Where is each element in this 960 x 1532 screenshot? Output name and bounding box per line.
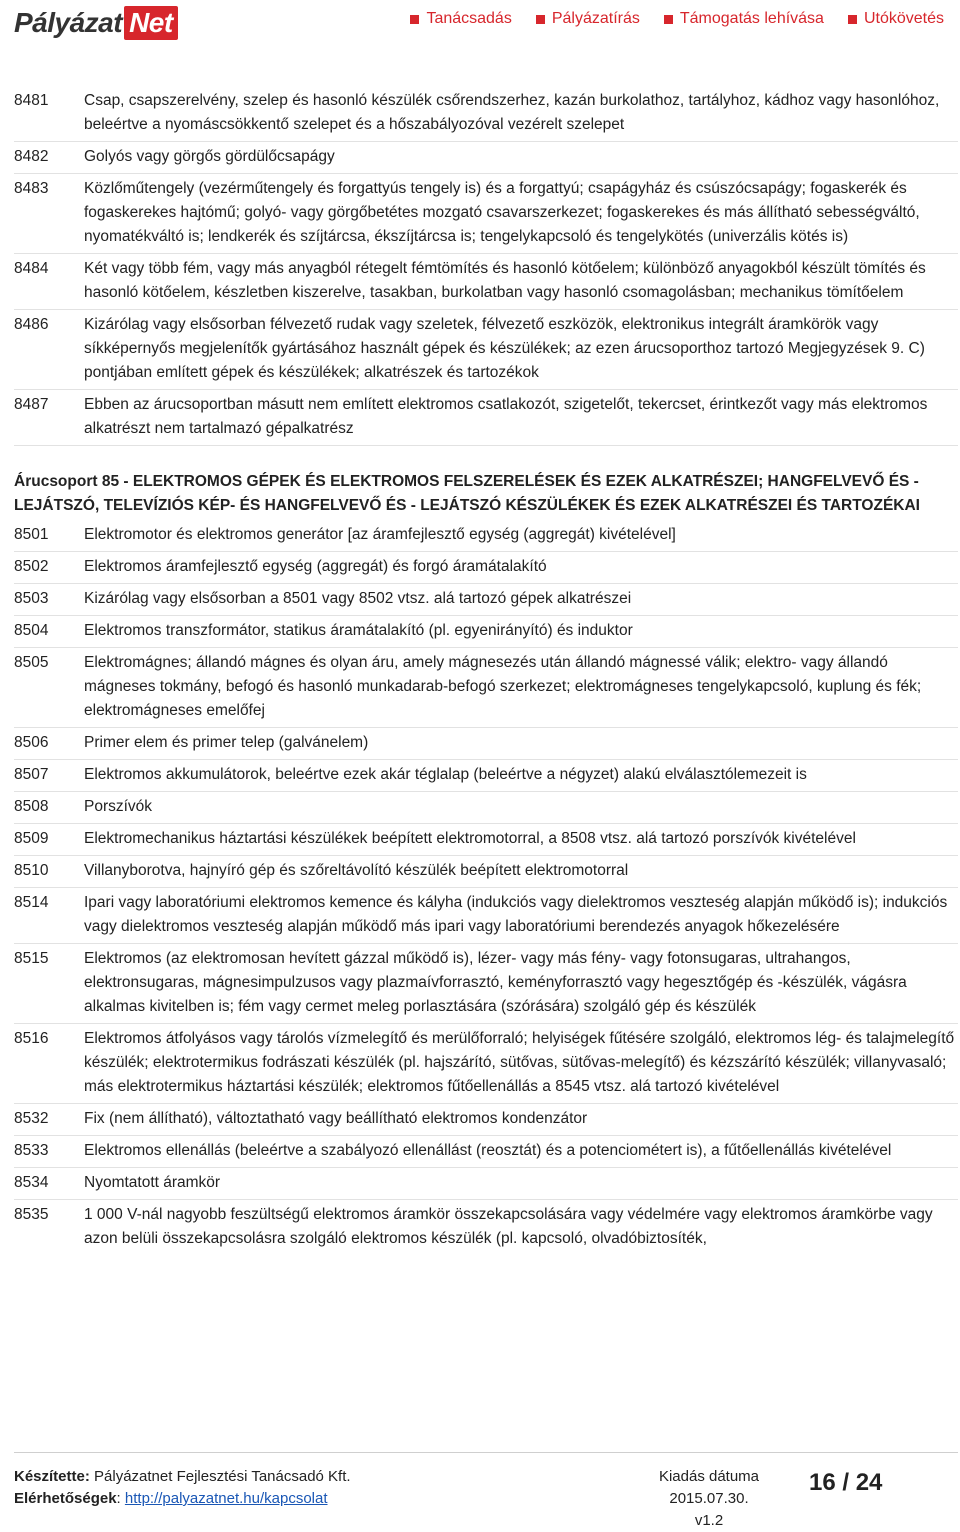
table-row	[14, 86, 958, 142]
table-85	[14, 520, 958, 1255]
footer-made-by	[14, 1466, 351, 1488]
section-title-85: Árucsoport 85 - ELEKTROMOS GÉPEK ÉS ELEKTROMOS FELSZERELÉSEK ÉS EZEK ALKATRÉSZEI; HANGFELVEVŐ ÉS - LEJÁTSZÓ, TELEVÍZIÓS KÉP- ÉS HANGFELVEVŐ ÉS - LEJÁTSZÓ KÉSZÜLÉKEK ÉS EZEK ALKATRÉSZEI ÉS TARTOZÉKAI	[14, 473, 920, 514]
hs-code: 8487	[14, 396, 49, 413]
footer-issue	[654, 1466, 764, 1532]
hs-code: 8535	[14, 1206, 49, 1223]
table-row	[14, 174, 958, 254]
hs-description: Primer elem és primer telep (galvánelem)	[84, 734, 369, 751]
hs-code: 8501	[14, 526, 49, 543]
top-bar	[0, 0, 960, 46]
hs-code: 8508	[14, 798, 49, 815]
hs-description: Elektromágnes; állandó mágnes és olyan áru, amely mágnesezés után állandó mágnessé válik; elektro- vagy állandó mágneses tokmány, befogó és hasonló munkadarab-befogó szerkezet; elektromágneses tengelykapcsoló, kuplung és fék; elektromágneses emelőfej	[84, 654, 922, 719]
made-by-label: Készítette:	[14, 1468, 90, 1485]
hs-description: Kizárólag vagy elsősorban félvezető rudak vagy szeletek, félvezető eszközök, elektronikus integrált áramkörök vagy síkképernyős megjelenítők gyártásához használt gépek és készülékek; az ezen árucsoporthoz tartozó Megjegyzések 9. C) pontjában említett gépek és készülékek; alkatrészek és tartozékok	[84, 316, 925, 381]
hs-description: Elektromos akkumulátorok, beleértve ezek akár téglalap (beleértve a négyzet) alakú elválasztólemezeit is	[84, 766, 807, 783]
hs-code: 8533	[14, 1142, 49, 1159]
document-content	[14, 86, 958, 1255]
made-by-value: Pályázatnet Fejlesztési Tanácsadó Kft.	[89, 1468, 351, 1485]
issue-value: 2015.07.30. v1.2	[669, 1490, 749, 1529]
table-row	[14, 616, 958, 648]
hs-code: 8506	[14, 734, 49, 751]
contact-link[interactable]: http://palyazatnet.hu/kapcsolat	[124, 1490, 328, 1507]
hs-description: Két vagy több fém, vagy más anyagból rétegelt fémtömítés és hasonló kötőelem; különböző anyagokból készült tömítés és hasonló kötőelem, készletben kiszerelve, tasakban, burkolatban vagy hasonló csomagolásban; mechanikus tömítőelem	[84, 260, 926, 301]
table-row	[14, 1136, 958, 1168]
hs-description: Elektromos (az elektromosan hevített gázzal működő is), lézer- vagy más fény- vagy fotonsugaras, ultrahangos, elektronsugaras, mágnesimpulzusos vagy plazmaívforrasztó, keményforrasztó vagy hegesztőgép és -készülék, vágásra alkalmas kivitelben is; fém vagy cermet meleg porlasztására (szórására) szolgáló gép és készülék	[84, 950, 907, 1015]
hs-description: Golyós vagy görgős gördülőcsapágy	[84, 148, 335, 165]
main-nav	[410, 10, 944, 28]
table-row	[14, 728, 958, 760]
contact-colon: :	[116, 1490, 125, 1507]
hs-description: Nyomtatott áramkör	[84, 1174, 221, 1191]
hs-code: 8505	[14, 654, 49, 671]
table-row	[14, 824, 958, 856]
hs-code: 8516	[14, 1030, 49, 1047]
hs-description: Elektromos ellenállás (beleértve a szabályozó ellenállást (reosztát) és a potenciométert is), a fűtőellenállás kivételével	[84, 1142, 892, 1159]
hs-description: Porszívók	[84, 798, 153, 815]
hs-description: Elektromos átfolyásos vagy tárolós vízmelegítő és merülőforraló; helyiségek fűtésére szolgáló, elektromos lég- és talajmelegítő készülék; elektrotermikus fodrászati készülék (pl. hajszárító, sütővas, sütővas-melegítő) és kézszárító készülék; villanyvasaló; más elektrotermikus háztartási készülék; elektromos fűtőellenállás a 8545 vtsz. alá tartozó kivételével	[84, 1030, 955, 1095]
hs-description: 1 000 V-nál nagyobb feszültségű elektromos áramkör összekapcsolására vagy védelmére vagy elektromos áramkörbe vagy azon belüli összekapcsolásra szolgáló elektromos készülék (pl. kapcsoló, olvadóbiztosíték,	[84, 1206, 933, 1247]
hs-description: Elektromotor és elektromos generátor [az áramfejlesztő egység (aggregát) kivételével]	[84, 526, 676, 543]
footer-divider	[14, 1452, 958, 1453]
hs-description: Ipari vagy laboratóriumi elektromos kemence és kályha (indukciós vagy dielektromos veszteség alapján működő is); indukciós vagy dielektromos veszteség alapján működő más ipari vagy laboratóriumi berendezés anyagok hőkezelésére	[84, 894, 948, 935]
logo-text-part2: Net	[124, 6, 178, 40]
table-84	[14, 86, 958, 446]
table-row	[14, 944, 958, 1024]
table-row	[14, 1168, 958, 1200]
hs-code: 8481	[14, 92, 49, 109]
issue-label: Kiadás dátuma	[658, 1468, 760, 1485]
hs-code: 8502	[14, 558, 49, 575]
hs-description: Csap, csapszerelvény, szelep és hasonló készülék csőrendszerhez, kazán burkolathoz, tartályhoz, kádhoz vagy hasonlóhoz, beleértve a nyomáscsökkentő szelepet és a hőszabályozóval vezérelt szelepet	[84, 92, 940, 133]
table-row	[14, 1200, 958, 1255]
table-row	[14, 520, 958, 552]
nav-label: Utókövetés	[863, 10, 944, 27]
table-row	[14, 1024, 958, 1104]
hs-description: Elektromos transzformátor, statikus áramátalakító (pl. egyenirányító) és induktor	[84, 622, 633, 639]
nav-item-utokovetes[interactable]	[848, 10, 944, 28]
nav-label: Pályázatírás	[551, 10, 640, 27]
hs-description: Közlőműtengely (vezérműtengely és forgattyús tengely is) és a forgattyú; csapágyház és csúszócsapágy; fogaskerék és fogaskerekes hajtómű; golyó- vagy görgőbetétes mozgató csavarszerkezet; fogaskerekes és más állítható sebességváltó, nyomatékváltó is; lendkerék és szíjtárcsa, ékszíjtárcsa is; tengelykapcsoló és tengelykötés (univerzális kötés is)	[84, 180, 920, 245]
table-row	[14, 142, 958, 174]
table-row	[14, 888, 958, 944]
hs-code: 8509	[14, 830, 49, 847]
table-row	[14, 648, 958, 728]
nav-label: Tanácsadás	[426, 10, 512, 27]
nav-item-tanacsadas[interactable]	[410, 10, 511, 28]
footer-left	[14, 1466, 351, 1510]
bullet-square-icon	[536, 15, 545, 24]
site-logo[interactable]	[14, 4, 178, 42]
hs-code: 8515	[14, 950, 49, 967]
hs-description: Kizárólag vagy elsősorban a 8501 vagy 8502 vtsz. alá tartozó gépek alkatrészei	[84, 590, 632, 607]
nav-item-tamogatas-lehivasa[interactable]	[664, 10, 824, 28]
bullet-square-icon	[664, 15, 673, 24]
hs-code: 8507	[14, 766, 49, 783]
table-row	[14, 760, 958, 792]
hs-description: Ebben az árucsoportban másutt nem említett elektromos csatlakozót, szigetelőt, tekercset, érintkezőt vagy más elektromos alkatrészt nem tartalmazó gépalkatrész	[84, 396, 928, 437]
hs-code: 8483	[14, 180, 49, 197]
footer-contact	[14, 1488, 351, 1510]
hs-description: Elektromos áramfejlesztő egység (aggregát) és forgó áramátalakító	[84, 558, 547, 575]
hs-code: 8514	[14, 894, 49, 911]
page-number: 16 / 24	[809, 1469, 883, 1496]
hs-code: 8534	[14, 1174, 49, 1191]
table-row	[14, 584, 958, 616]
hs-code: 8532	[14, 1110, 49, 1127]
nav-item-palyazatiras[interactable]	[536, 10, 640, 28]
table-row	[14, 856, 958, 888]
hs-code: 8482	[14, 148, 49, 165]
table-row	[14, 552, 958, 584]
hs-description: Elektromechanikus háztartási készülékek beépített elektromotorral, a 8508 vtsz. alá tartozó porszívók kivételével	[84, 830, 856, 847]
hs-code: 8484	[14, 260, 49, 277]
hs-code: 8503	[14, 590, 49, 607]
hs-description: Villanyborotva, hajnyíró gép és szőreltávolító készülék beépített elektromotorral	[84, 862, 629, 879]
bullet-square-icon	[410, 15, 419, 24]
table-row	[14, 1104, 958, 1136]
contact-label: Elérhetőségek	[14, 1490, 117, 1507]
hs-code: 8504	[14, 622, 49, 639]
table-row	[14, 310, 958, 390]
nav-label: Támogatás lehívása	[679, 10, 824, 27]
hs-description: Fix (nem állítható), változtatható vagy beállítható elektromos kondenzátor	[84, 1110, 588, 1127]
table-row	[14, 792, 958, 824]
logo-text-part1: Pályázat	[14, 7, 123, 38]
hs-code: 8510	[14, 862, 49, 879]
table-row	[14, 254, 958, 310]
table-row	[14, 390, 958, 446]
hs-code: 8486	[14, 316, 49, 333]
bullet-square-icon	[848, 15, 857, 24]
